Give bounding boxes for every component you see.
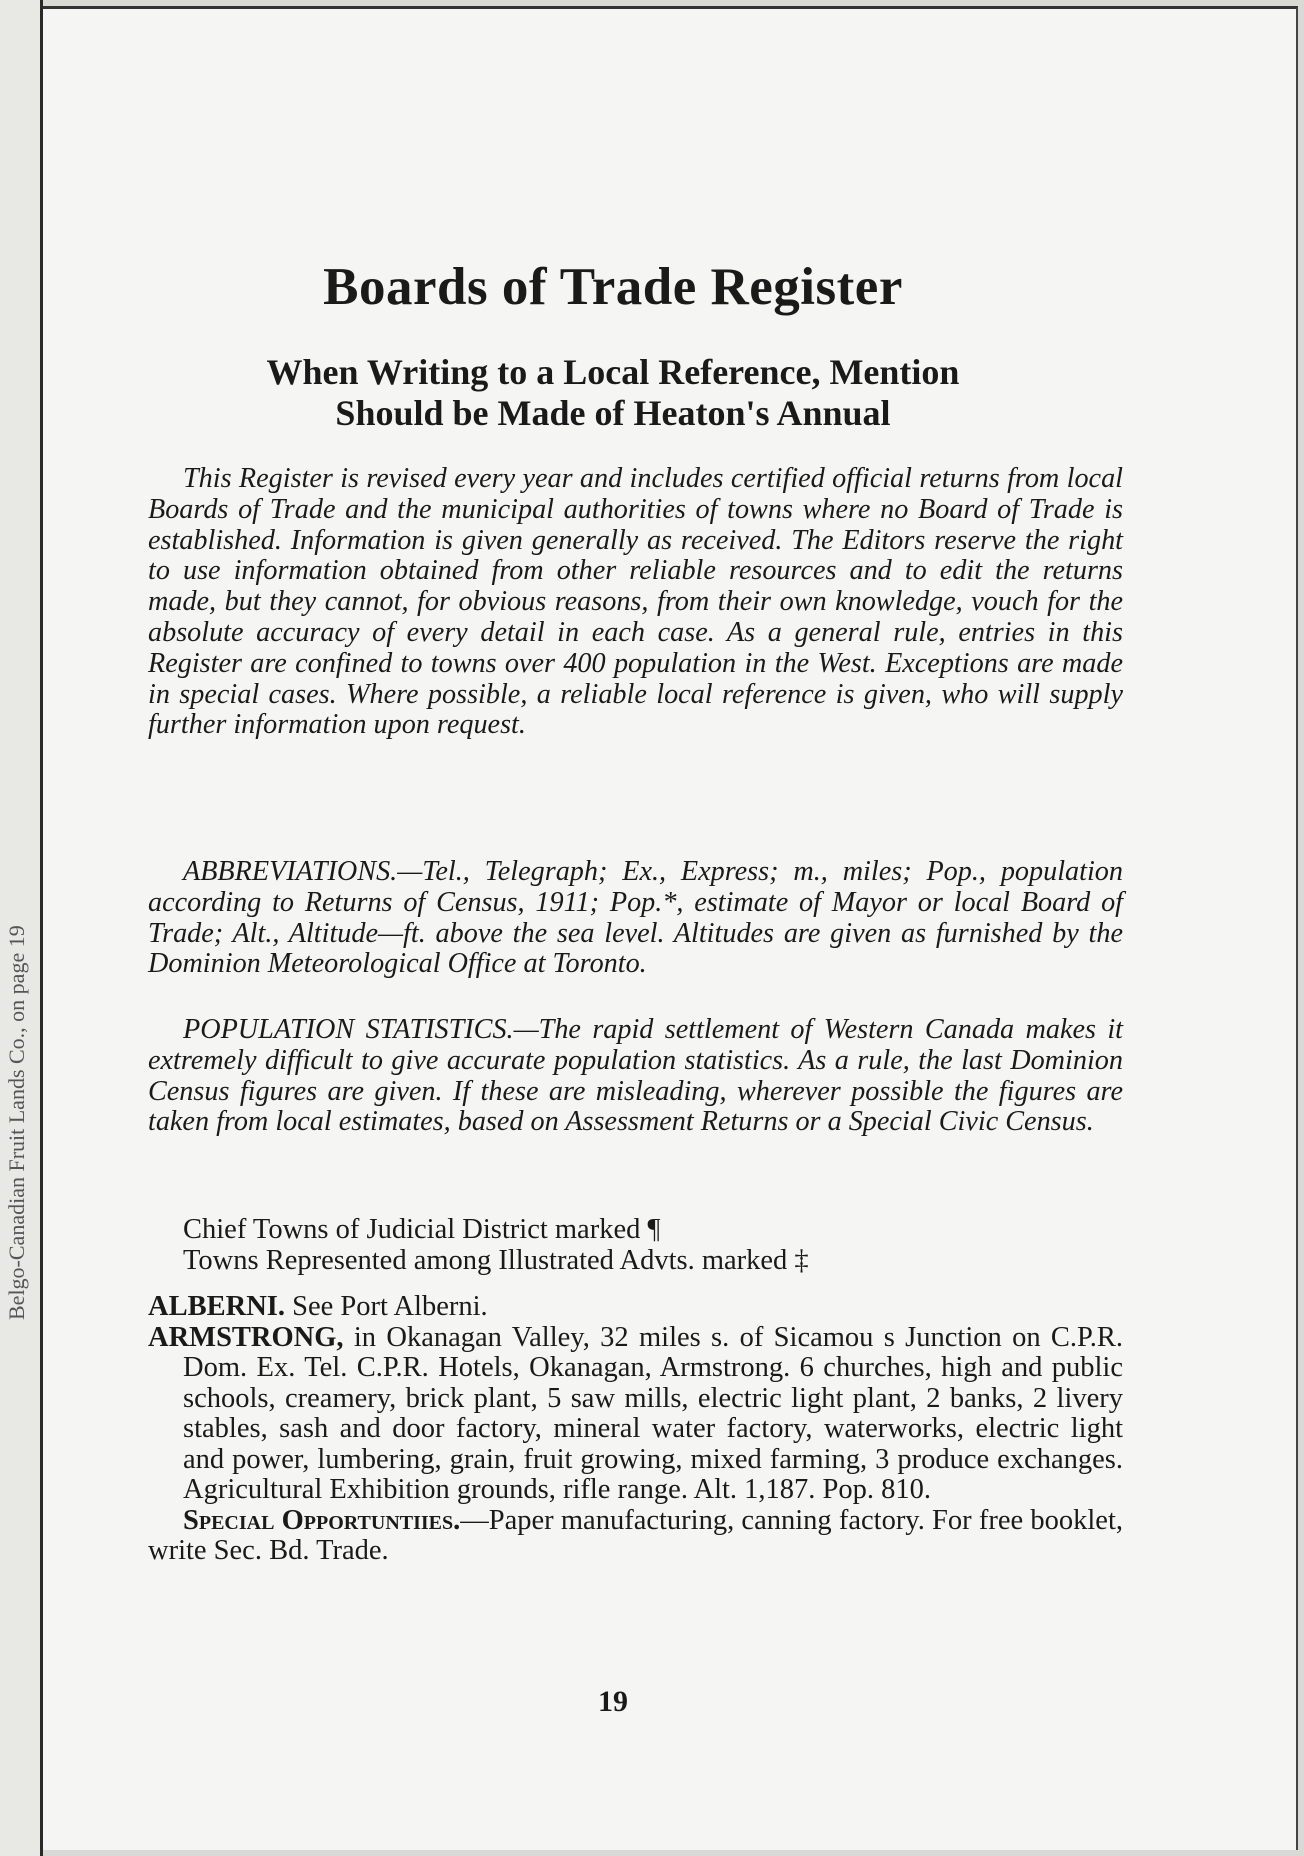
- special-label: Special Opportuntiies.: [183, 1504, 461, 1536]
- mark-illustrated: Towns Represented among Illustrated Advts. marked ‡: [183, 1245, 809, 1276]
- abbreviations-paragraph: ABBREVIATIONS.—Tel., Telegraph; Ex., Express; m., miles; Pop., population according to Returns of Census, 1911; Pop.*, estimate of Mayor or local Board of Trade; Alt., Altitude—ft. above the sea level. Altitudes are given as furnished by the Dominion Meteorological Office at Toronto.: [148, 856, 1123, 980]
- entry-text: See Port Alberni.: [285, 1291, 488, 1322]
- register-entries: [148, 1292, 1123, 1567]
- page-title: Boards of Trade Register: [323, 258, 903, 316]
- entry-name: ARMSTRONG,: [148, 1321, 344, 1353]
- subtitle-line-1: When Writing to a Local Reference, Mention: [266, 352, 960, 392]
- book-page: [43, 6, 1298, 1850]
- special-opportunities: [148, 1506, 1123, 1567]
- special-text: —Paper manufacturing, canning factory. For free booklet, write Sec. Bd. Trade.: [148, 1504, 1123, 1566]
- marks-legend: [183, 1214, 1123, 1276]
- population-statistics-paragraph: POPULATION STATISTICS.—The rapid settlement of Western Canada makes it extremely difficult to give accurate population statistics. As a rule, the last Dominion Census figures are given. If these are misleading, wherever possible the figures are taken from local estimates, based on Assessment Returns or a Special Civic Census.: [148, 1014, 1123, 1138]
- entry-text: in Okanagan Valley, 32 miles s. of Sicamou s Junction on C.P.R. Dom. Ex. Tel. C.P.R. Hotels, Okanagan, Armstrong. 6 churches, high and public schools, creamery, brick plant, 5 saw mills, electric light plant, 2 banks, 2 livery stables, sash and door factory, mineral water factory, waterworks, electric light and power, lumbering, grain, fruit growing, mixed farming, 3 produce exchanges. Agricultural Exhibition grounds, rifle range. Alt. 1,187. Pop. 810.: [183, 1321, 1123, 1505]
- page-number: 19: [598, 1685, 628, 1718]
- subtitle-line-2: Should be Made of Heaton's Annual: [335, 393, 891, 433]
- entry-name: ALBERNI.: [148, 1291, 285, 1322]
- page-subtitle: [103, 352, 1123, 434]
- entry-alberni: [148, 1292, 1123, 1323]
- spine-text: Belgo-Canadian Fruit Lands Co., on page 19: [4, 925, 29, 1320]
- intro-text: This Register is revised every year and includes certified official returns from local Boards of Trade and the municipal authorities of towns where no Board of Trade is established. Information is given generally as received. The Editors reserve the right to use information obtained from other reliable resources and to edit the returns made, but they cannot, for obvious reasons, from their own knowledge, vouch for the absolute accuracy of every detail in each case. As a general rule, entries in this Register are confined to towns over 400 population in the West. Exceptions are made in special cases. Where possible, a reliable local reference is given, who will supply further information upon request.: [148, 463, 1123, 741]
- entry-armstrong: [148, 1323, 1123, 1506]
- mark-chief-towns: Chief Towns of Judicial District marked ¶: [183, 1214, 661, 1245]
- book-spine: [0, 0, 43, 1856]
- intro-paragraph: [148, 464, 1123, 744]
